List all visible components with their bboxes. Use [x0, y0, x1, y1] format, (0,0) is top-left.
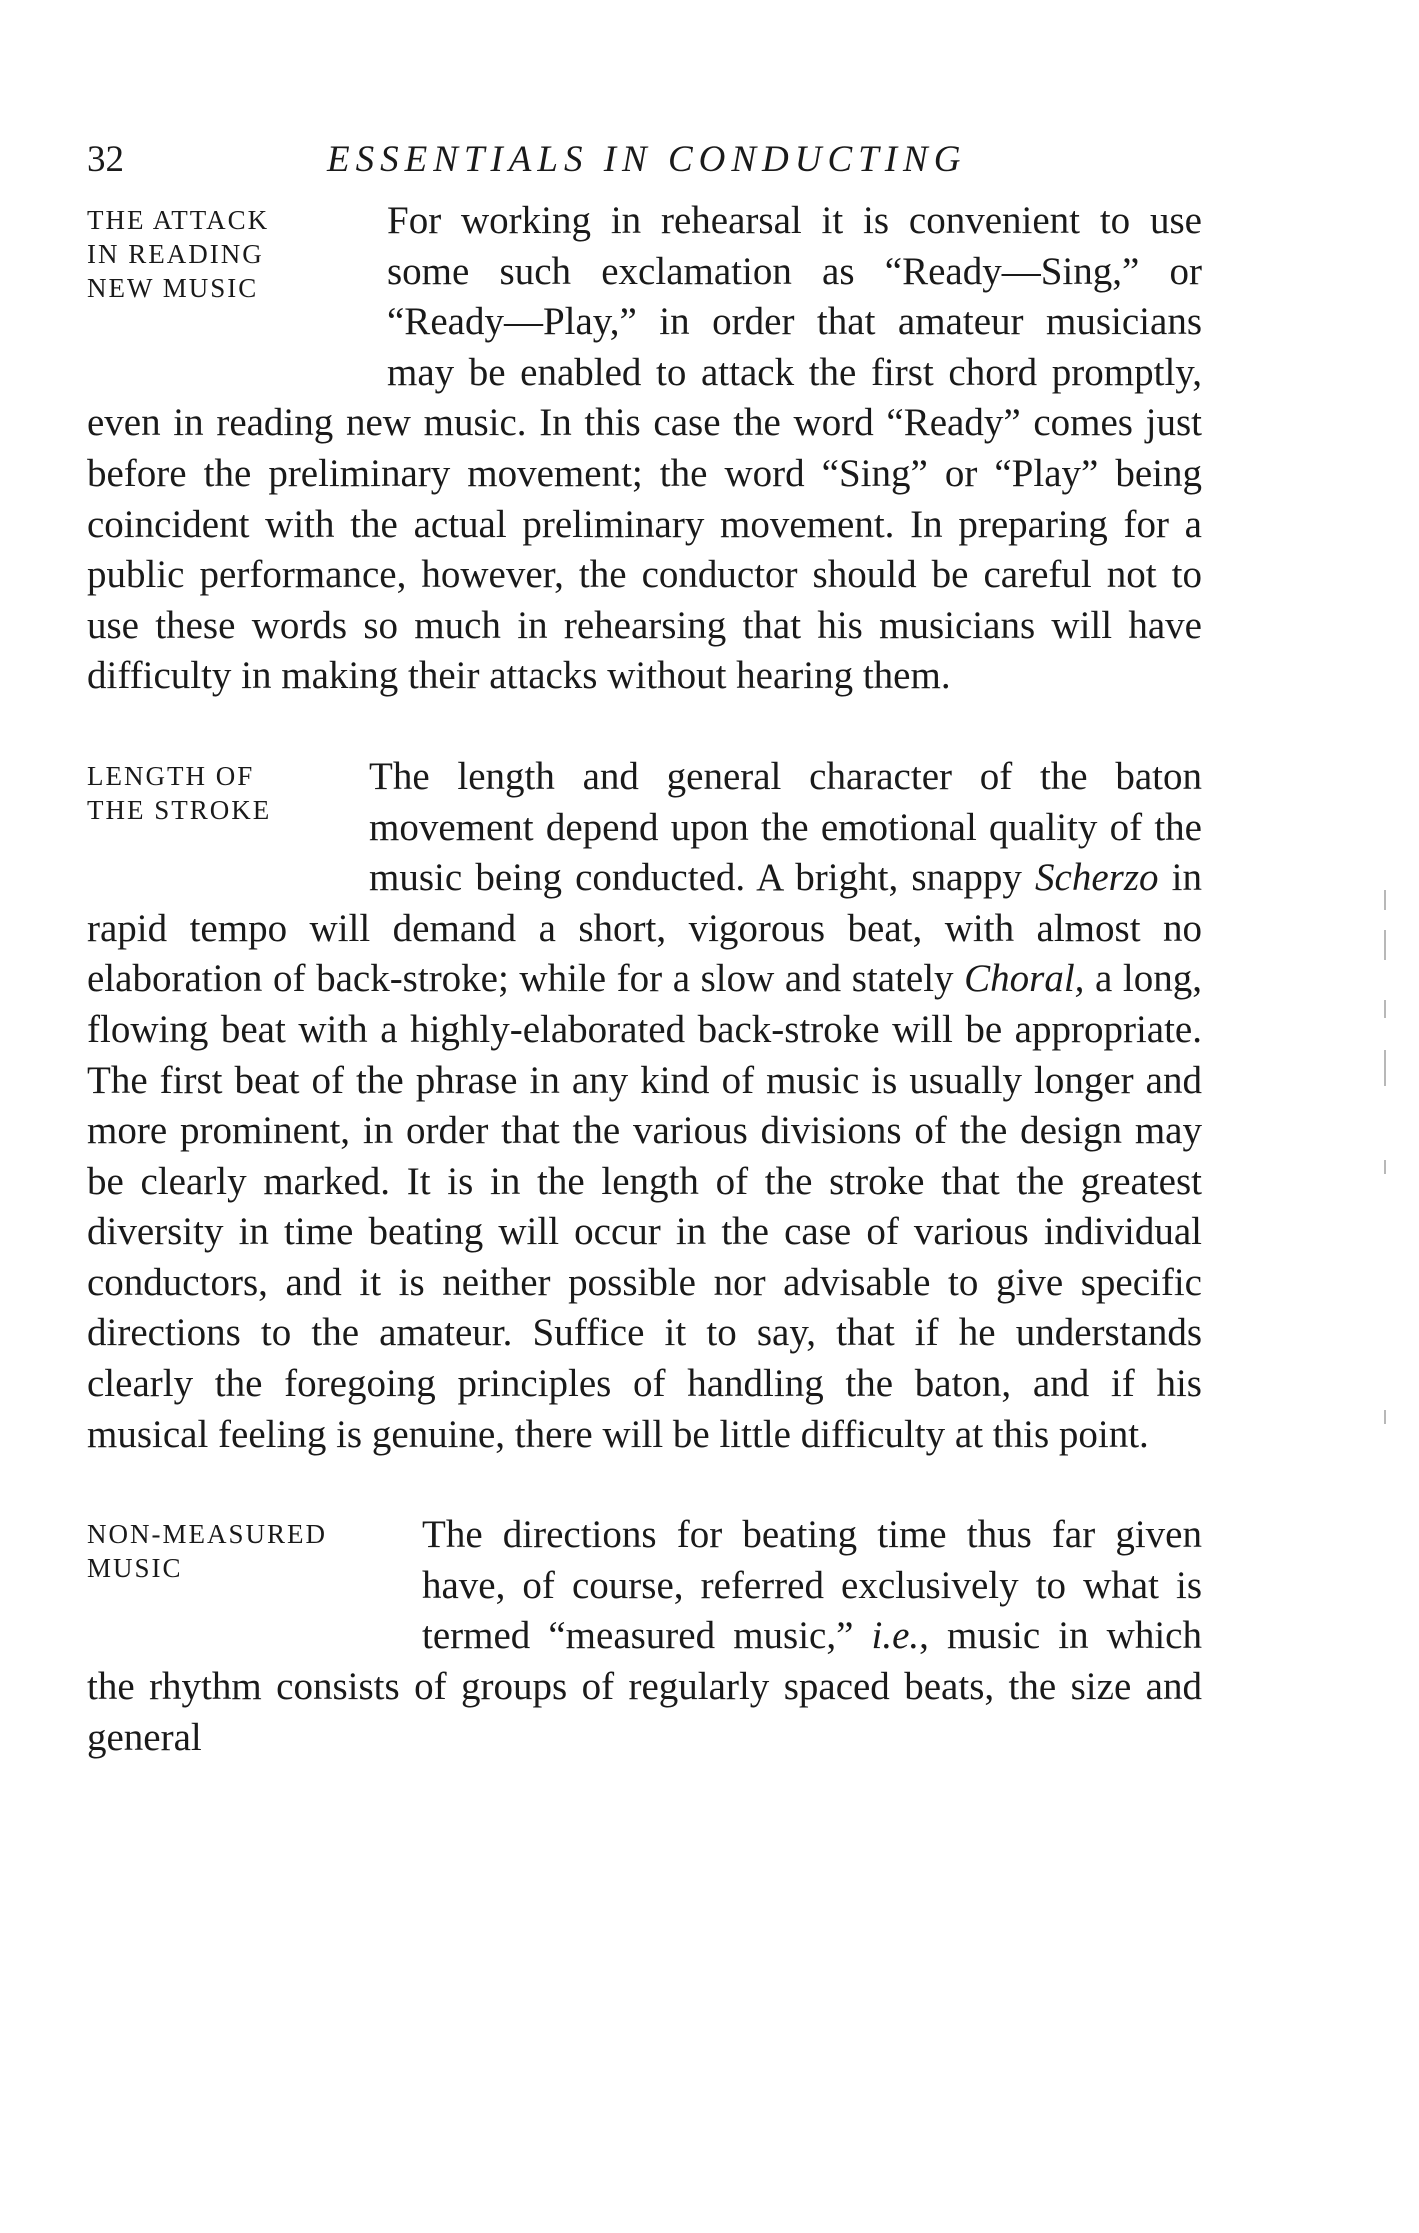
side-heading [87, 1510, 422, 1617]
paragraph-text: in rapid tempo will demand a short, vigorous beat, with almost no elaboration of back-stroke; while for a slow and stately [87, 856, 1202, 1001]
italic-term: Scherzo [1035, 856, 1159, 900]
section-non-measured-music [87, 1510, 1202, 1763]
paragraph-text: a long, flowing beat with a highly-elaborated back-stroke will be appropriate. The first beat of the phrase in any kind of music is usually longer and more prominent, in order that the various divisions of the design may be clearly marked. It is in the length of the stroke that the greatest diversity in time beating will occur in the case of various individual conductors, and it is neither possible nor advisable to give specific directions to the amateur. Suffice it to say, that if he understands clearly the foregoing principles of handling the baton, and if his musical feeling is genuine, there will be little difficulty at this point. [87, 957, 1202, 1456]
paragraph-text: The length and general character of the baton movement depend upon the emotional quality of the music being conducted. A bright, snappy [369, 754, 1202, 900]
italic-term: Choral, [964, 957, 1085, 1001]
side-heading [87, 752, 369, 859]
page-number: 32 [87, 139, 124, 180]
side-heading [87, 196, 387, 353]
side-heading-line: THE ATTACK [87, 205, 270, 235]
running-title: ESSENTIALS IN CONDUCTING [327, 139, 967, 180]
paragraph-text: , music in which the rhythm consists of groups of regularly spaced beats, the size and general [87, 1614, 1202, 1759]
margin-scan-marks [1384, 890, 1388, 1450]
italic-term: i.e. [871, 1614, 920, 1658]
paragraph-text: The directions for beating time thus far given have, of course, referred exclusively to what is termed “measured music,” [422, 1513, 1202, 1658]
paragraph-text: For working in rehearsal it is convenient to use some such exclamation as “Ready—Sing,” or “Ready—Play,” in order that amateur musicians may be enabled to attack the first chord promptly, even in reading new music. In this case the word “Ready” comes just before the preliminary movement; the word “Sing” or “Play” being coincident with the actual preliminary movement. In preparing for a public performance, however, the conductor should be careful not to use these words so much in rehearsing that his musicians will have difficulty in making their attacks without hearing them. [87, 199, 1202, 698]
section-attack-in-reading [87, 196, 1202, 702]
section-length-of-stroke [87, 752, 1202, 1460]
side-heading-line: IN READING [87, 239, 264, 269]
side-heading-line: NEW MUSIC [87, 273, 259, 303]
running-head [87, 132, 1202, 188]
side-heading-line: LENGTH OF [87, 760, 255, 791]
side-heading-line: THE STROKE [87, 794, 272, 825]
side-heading-line: NON-MEASURED [87, 1519, 327, 1550]
side-heading-line: MUSIC [87, 1553, 183, 1584]
book-page [87, 132, 1202, 1763]
